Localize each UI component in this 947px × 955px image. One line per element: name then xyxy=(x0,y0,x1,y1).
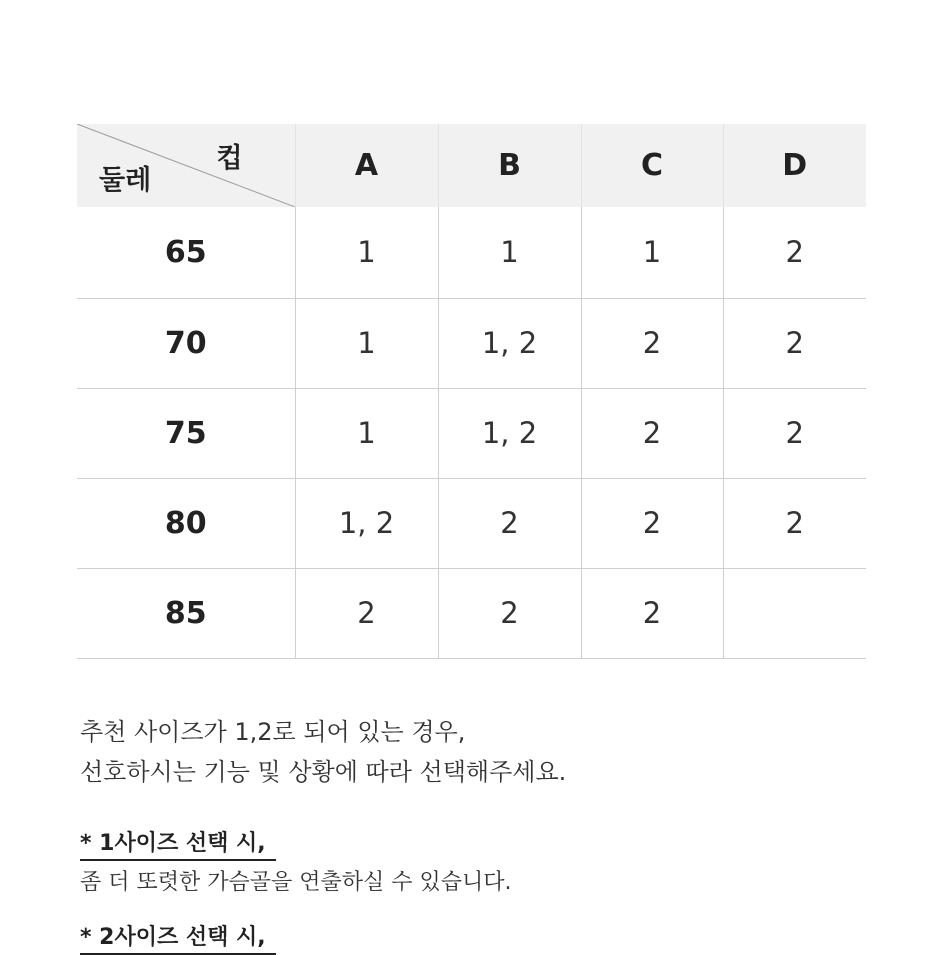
table-cell: 1 xyxy=(295,298,438,388)
table-cell: 1, 2 xyxy=(438,388,581,478)
table-cell: 1 xyxy=(438,207,581,298)
table-row xyxy=(77,568,866,658)
row-label: 70 xyxy=(77,298,295,388)
table-cell: 2 xyxy=(723,298,866,388)
table-cell: 1 xyxy=(581,207,723,298)
table-cell: 2 xyxy=(438,568,581,658)
column-header-d: D xyxy=(782,148,808,183)
column-header-c: C xyxy=(581,124,723,207)
size1-description: 좀 더 또렷한 가슴골을 연출하실 수 있습니다. xyxy=(80,870,512,895)
table-row xyxy=(77,298,866,388)
table-cell: 2 xyxy=(723,207,866,298)
corner-header-cell xyxy=(77,124,295,207)
table-cell: 1, 2 xyxy=(438,298,581,388)
size-guide-notes xyxy=(80,712,900,792)
table-cell: 2 xyxy=(581,568,723,658)
column-header-b: B xyxy=(438,124,581,207)
row-label: 80 xyxy=(77,478,295,568)
table-cell: 2 xyxy=(723,478,866,568)
size1-title: * 1사이즈 선택 시, xyxy=(80,830,276,861)
table-row xyxy=(77,478,866,568)
table-header-row xyxy=(77,124,866,207)
table-cell: 1 xyxy=(295,207,438,298)
table-cell: 2 xyxy=(581,388,723,478)
table-cell xyxy=(723,568,866,658)
size-chart-table xyxy=(77,124,866,659)
note-line-2: 선호하시는 기능 및 상황에 따라 선택해주세요. xyxy=(80,758,567,786)
table-cell: 2 xyxy=(438,478,581,568)
table-cell: 2 xyxy=(581,298,723,388)
table-cell: 1 xyxy=(295,388,438,478)
row-label: 65 xyxy=(77,207,295,298)
table-cell: 2 xyxy=(295,568,438,658)
note-line-1: 추천 사이즈가 1,2로 되어 있는 경우, xyxy=(80,718,466,746)
table-cell: 1, 2 xyxy=(295,478,438,568)
cup-label: 컵 xyxy=(216,143,243,174)
table-row xyxy=(77,388,866,478)
row-label: 85 xyxy=(77,568,295,658)
table-cell: 2 xyxy=(723,388,866,478)
table-cell: 2 xyxy=(581,478,723,568)
row-label: 75 xyxy=(77,388,295,478)
table-row xyxy=(77,207,866,298)
column-header-a: A xyxy=(295,124,438,207)
band-label: 둘레 xyxy=(99,165,152,196)
size2-title: * 2사이즈 선택 시, xyxy=(80,924,276,955)
